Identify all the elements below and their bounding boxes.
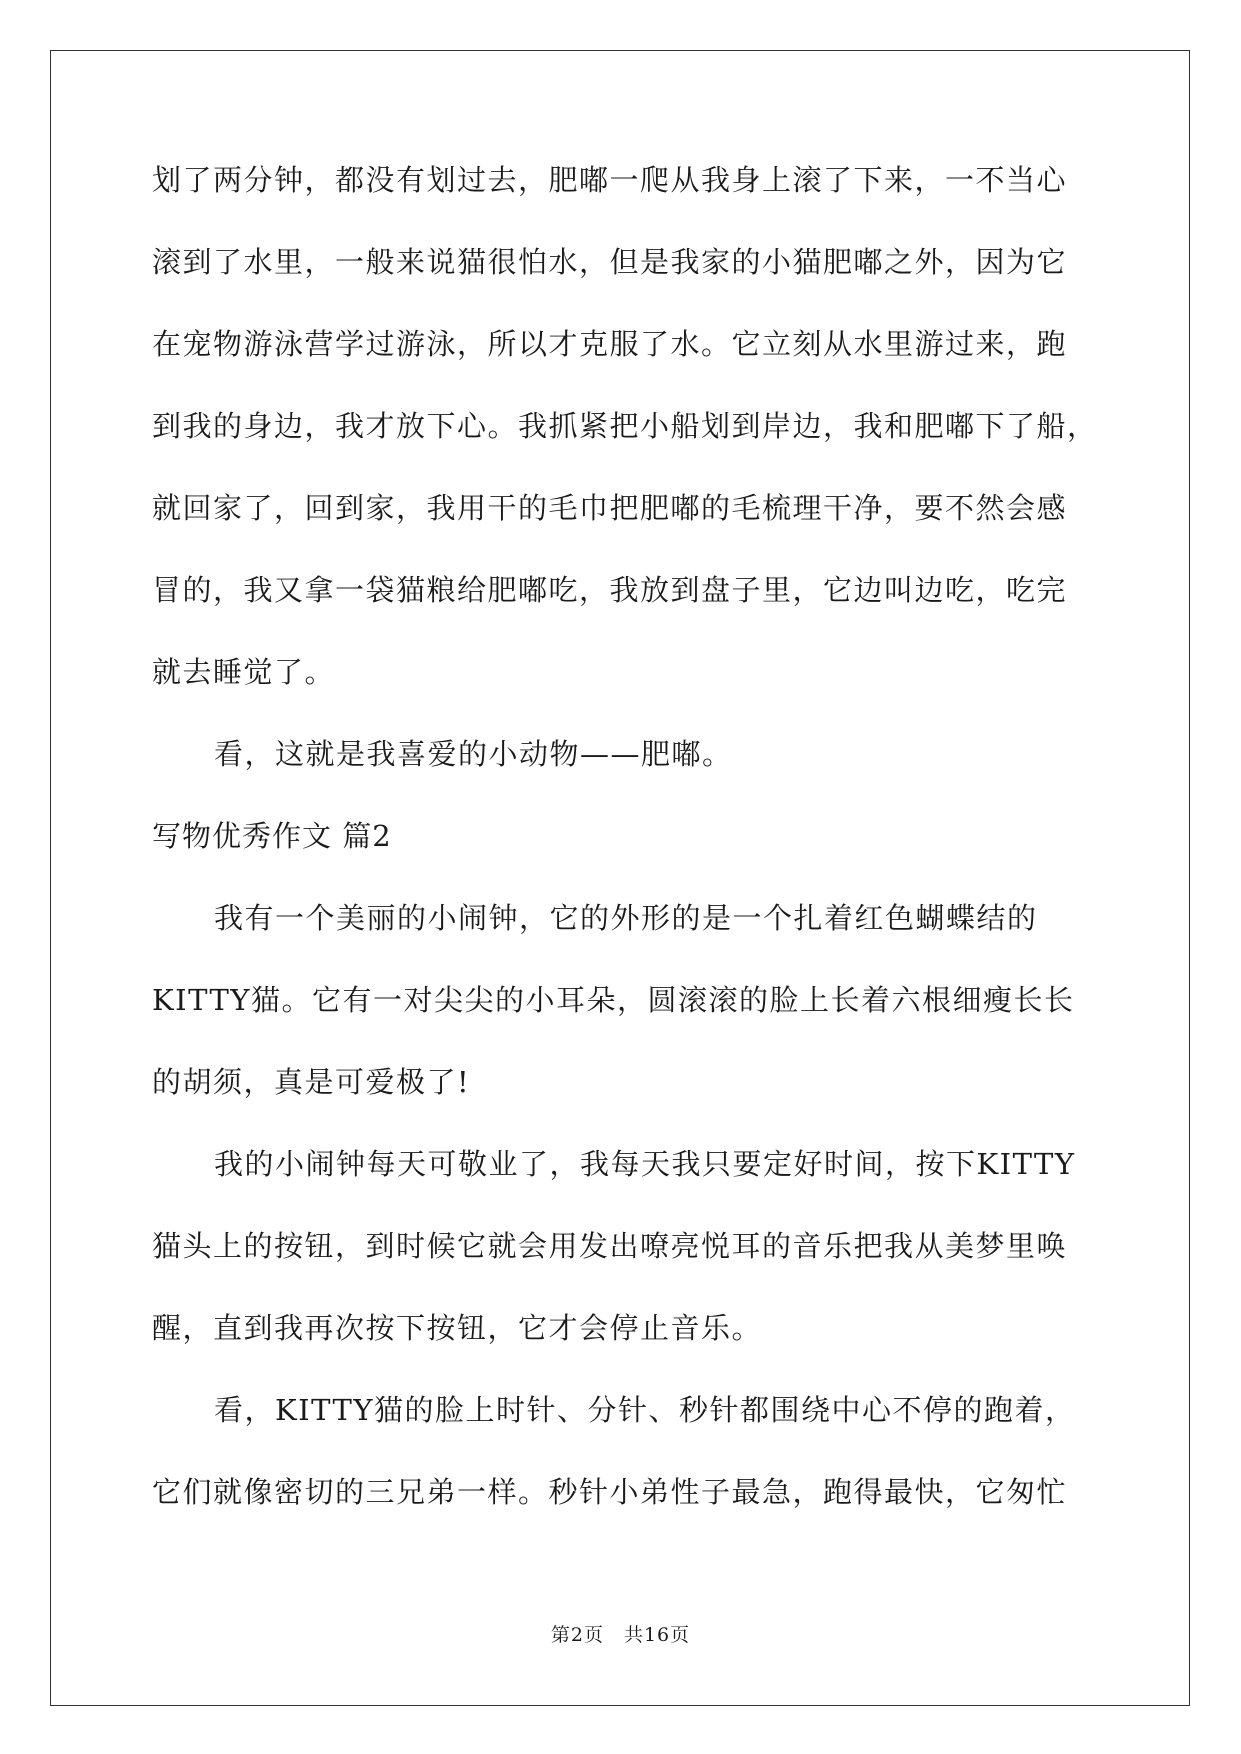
- document-body: [152, 160, 1098, 1554]
- text-line: 猫头上的按钮，到时候它就会用发出嘹亮悦耳的音乐把我从美梦里唤: [152, 1229, 1068, 1263]
- text-line: 冒的，我又拿一袋猫粮给肥嘟吃，我放到盘子里，它边叫边吃，吃完: [152, 573, 1068, 607]
- section-heading: 写物优秀作文 篇2: [152, 819, 392, 853]
- text-line: KITTY猫。它有一对尖尖的小耳朵，圆滚滚的脸上长着六根细瘦长长: [152, 983, 1075, 1017]
- text-line: 就回家了，回到家，我用干的毛巾把肥嘟的毛梳理干净，要不然会感: [152, 491, 1068, 525]
- text-line: 醒，直到我再次按下按钮，它才会停止音乐。: [152, 1311, 763, 1345]
- text-line: 到我的身边，我才放下心。我抓紧把小船划到岸边，我和肥嘟下了船，: [152, 409, 1098, 443]
- text-line: 的胡须，真是可爱极了!: [152, 1065, 471, 1099]
- text-line: 看，这就是我喜爱的小动物——肥嘟。: [214, 737, 733, 771]
- page-number: 第2页 共16页: [550, 1624, 691, 1646]
- text-line: 划了两分钟，都没有划过去，肥嘟一爬从我身上滚了下来，一不当心: [152, 163, 1068, 197]
- text-line: 滚到了水里，一般来说猫很怕水，但是我家的小猫肥嘟之外，因为它: [152, 245, 1068, 279]
- text-line: 就去睡觉了。: [152, 655, 336, 689]
- text-line: 在宠物游泳营学过游泳，所以才克服了水。它立刻从水里游过来，跑: [152, 327, 1068, 361]
- text-line: 它们就像密切的三兄弟一样。秒针小弟性子最急，跑得最快，它匆忙: [152, 1475, 1068, 1509]
- text-line: 我有一个美丽的小闹钟，它的外形的是一个扎着红色蝴蝶结的: [214, 901, 1038, 935]
- text-line: 看，KITTY猫的脸上时针、分针、秒针都围绕中心不停的跑着，: [214, 1393, 1076, 1427]
- text-line: 我的小闹钟每天可敬业了，我每天我只要定好时间，按下KITTY: [214, 1147, 1076, 1181]
